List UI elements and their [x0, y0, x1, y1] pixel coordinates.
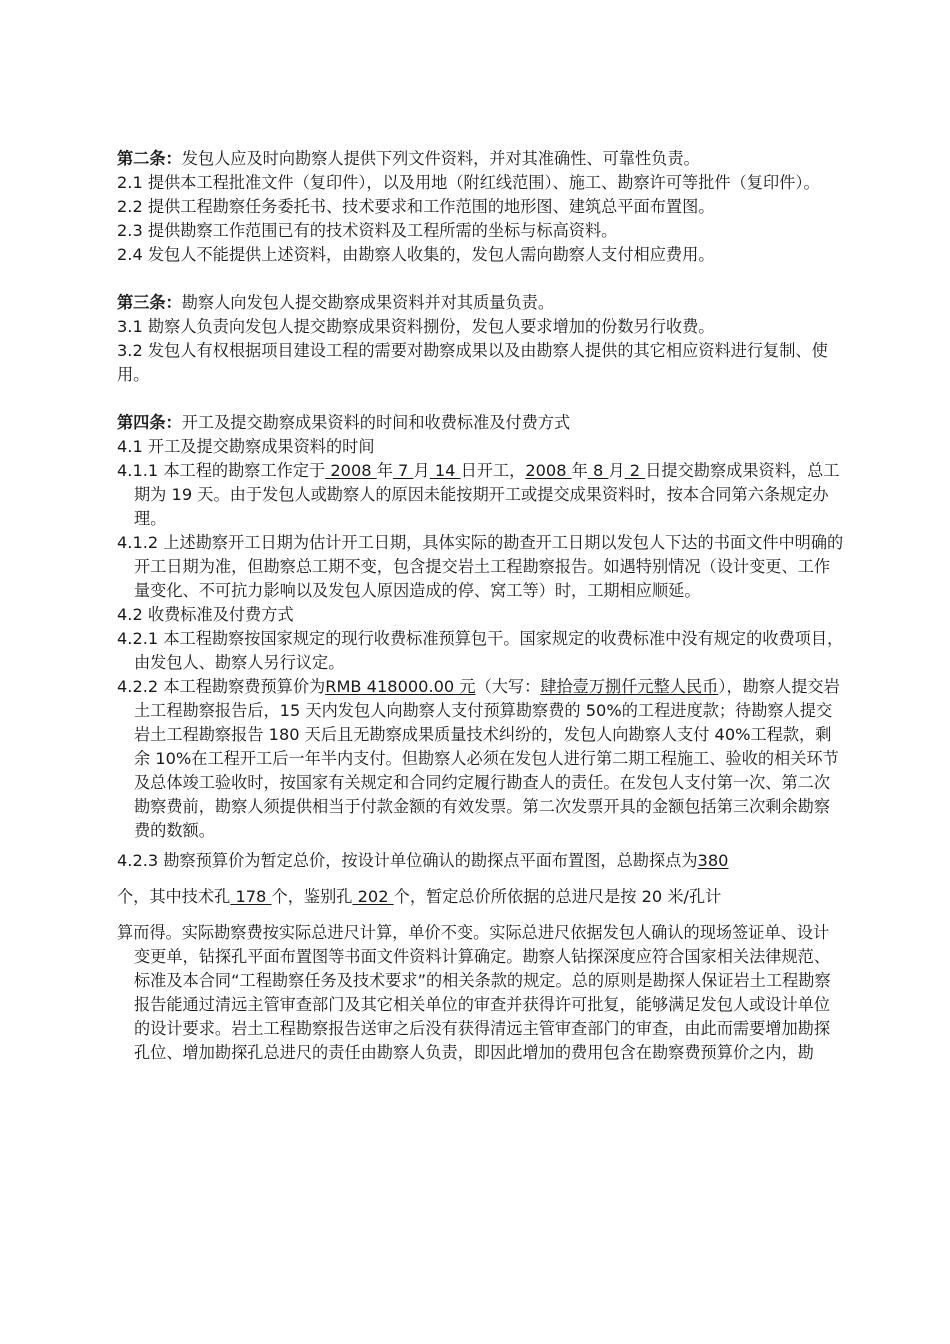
article-4-heading: [117, 411, 845, 435]
article-label: 第二条：: [117, 149, 182, 168]
clause-4-1-1: 4.1.1 本工程的勘察工作定于 2008 年 7 月 14 日开工，2008 年 8 月 2 日提交勘察成果资料，总工期为 19 天。由于发包人或勘察人的原因未能按期开工或提交成果资料时，按本合同第六条规定办理。: [117, 461, 840, 528]
clause-4-2-1: 4.2.1 本工程勘察按国家规定的现行收费标准预算包干。国家规定的收费标准中没有规定的收费项目，由发包人、勘察人另行议定。: [117, 629, 844, 672]
clause-4-2-3: 4.2.3 勘察预算价为暂定总价，按设计单位确认的勘探点平面布置图，总勘探点为380 个，其中技术孔 178 个，鉴别孔 202 个，暂定总价所依据的总进尺是按 20 米/孔计 算而得。实际勘察费按实际总进尺计算，单价不变。实际总进尺依据发包人确认的现场签证单、设计变更单，钻探孔平面布置图等书面文件资料计算确定。勘察人钻探深度应符合国家相关法律规范、标准及本合同“工程勘察任务及技术要求”的相关条款的规定。总的原则是勘探人保证岩土工程勘察报告能通过清远主管审查部门及其它相关单位的审查并获得许可批复，能够满足发包人或设计单位的设计要求。岩土工程勘察报告送审之后没有获得清远主管审查部门的审查，由此而需要增加勘探孔位、增加勘探孔总进尺的责任由勘察人负责，即因此增加的费用包含在勘察费预算价之内，勘: [117, 851, 831, 1062]
end-day: 2: [624, 461, 646, 480]
tech-holes: 178: [230, 887, 272, 906]
article-4: [117, 411, 845, 1065]
article-text: 发包人应及时向勘察人提供下列文件资料，并对其准确性、可靠性负责。: [181, 149, 700, 168]
clause-2-2: 2.2 提供工程勘察任务委托书、技术要求和工作范围的地形图、建筑总平面布置图。: [117, 197, 715, 216]
article-label: 第四条：: [117, 413, 182, 432]
clause-4-1-2: 4.1.2 上述勘察开工日期为估计开工日期，具体实际的勘查开工日期以发包人下达的书面文件中明确的开工日期为准，但勘察总工期不变，包含提交岩土工程勘察报告。如遇特别情况（设计变更、工作量变化、不可抗力影响以及发包人原因造成的停、窝工等）时，工期相应顺延。: [117, 533, 844, 600]
clause-4-1: 4.1 开工及提交勘察成果资料的时间: [117, 437, 375, 456]
clause-4-2: 4.2 收费标准及付费方式: [117, 605, 294, 624]
document-page: [117, 147, 845, 1065]
start-month: 7: [392, 461, 414, 480]
start-year: 2008: [325, 461, 377, 480]
clause-2-1: 2.1 提供本工程批准文件（复印件），以及用地（附红线范围）、施工、勘察许可等批件（复印件）。: [117, 173, 820, 192]
article-3: [117, 291, 845, 387]
article-2-heading: [117, 147, 845, 171]
ident-holes: 202: [352, 887, 394, 906]
end-year: 2008: [525, 461, 572, 480]
article-2: [117, 147, 845, 267]
fee-amount-words: 肆拾壹万捌仟元整人民币: [540, 677, 719, 696]
article-3-heading: [117, 291, 845, 315]
end-month: 8: [587, 461, 609, 480]
start-day: 14: [429, 461, 461, 480]
article-text: 勘察人向发包人提交勘察成果资料并对其质量负责。: [181, 293, 555, 312]
total-points: 380: [697, 851, 729, 870]
clause-2-3: 2.3 提供勘察工作范围已有的技术资料及工程所需的坐标与标高资料。: [117, 221, 618, 240]
fee-amount: RMB 418000.00 元: [325, 677, 476, 696]
clause-3-1: 3.1 勘察人负责向发包人提交勘察成果资料捌份，发包人要求增加的份数另行收费。: [117, 317, 715, 336]
clause-4-2-2: 4.2.2 本工程勘察费预算价为RMB 418000.00 元（大写：肆拾壹万捌仟元整人民币），勘察人提交岩土工程勘察报告后，15 天内发包人向勘察人支付预算勘察费的 50%的工程进度款；待勘察人提交岩土工程勘察报告 180 天后且无勘察成果质量技术纠纷的，发包人向勘察人支付 40%工程款，剩余 10%在工程开工后一年半内支付。但勘察人必须在发包人进行第二期工程施工、验收的相关环节及总体竣工验收时，按国家有关规定和合同约定履行勘查人的责任。在发包人支付第一次、第二次勘察费前，勘察人须提供相当于付款金额的有效发票。第二次发票开具的金额包括第三次剩余勘察费的数额。: [117, 677, 840, 840]
article-label: 第三条：: [117, 293, 182, 312]
clause-3-2: 3.2 发包人有权根据项目建设工程的需要对勘察成果以及由勘察人提供的其它相应资料进行复制、使用。: [117, 341, 828, 384]
clause-2-4: 2.4 发包人不能提供上述资料，由勘察人收集的，发包人需向勘察人支付相应费用。: [117, 245, 715, 264]
article-text: 开工及提交勘察成果资料的时间和收费标准及付费方式: [181, 413, 571, 432]
